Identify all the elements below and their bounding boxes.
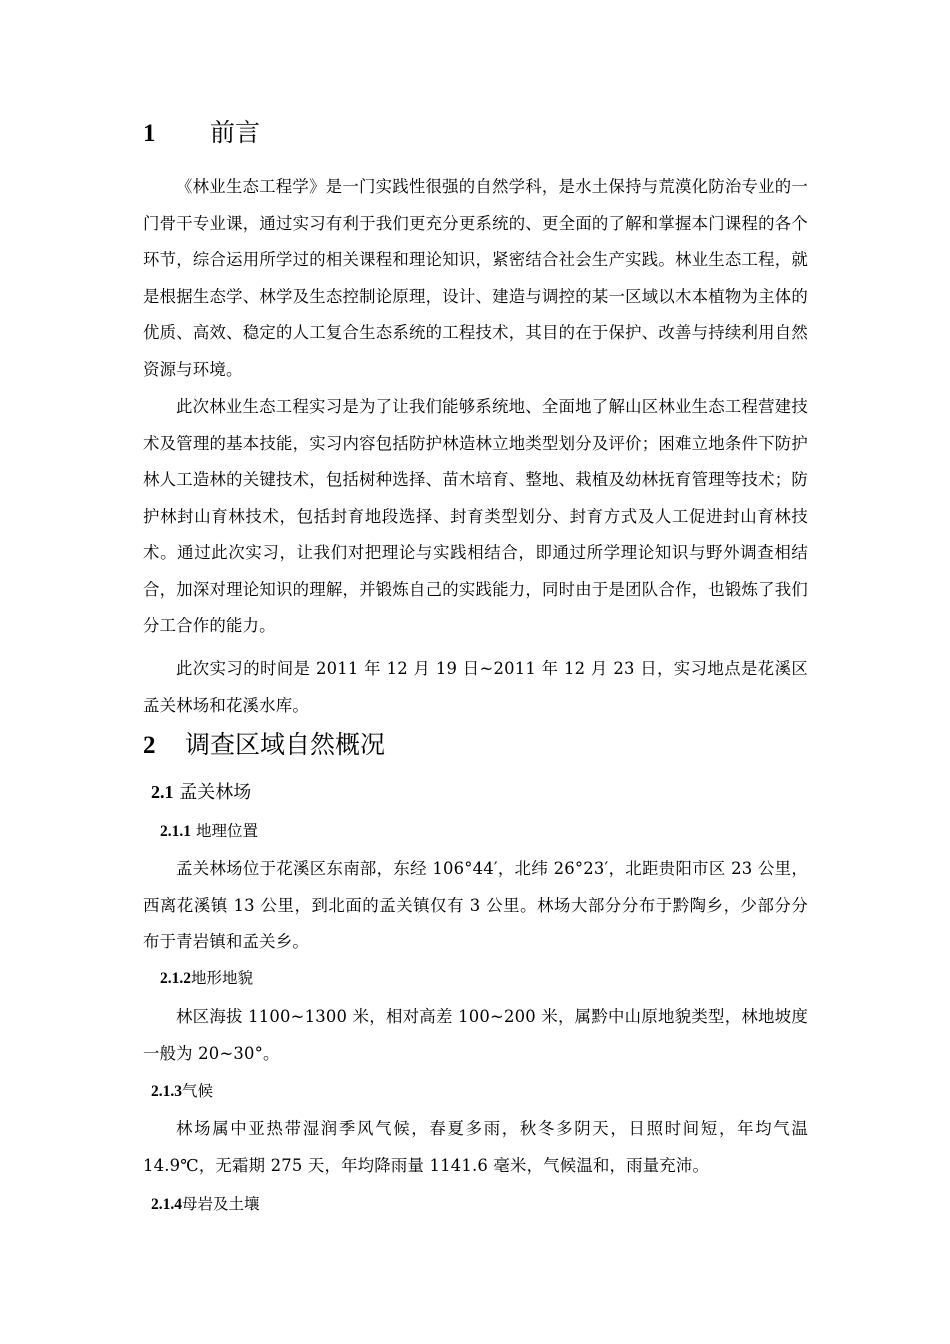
section-2-1-3-title: 气候 [182, 1082, 214, 1100]
section-2-1-1-title: 地理位置 [195, 822, 258, 840]
section-1-number: 1 [143, 120, 156, 147]
geo-paragraph: 孟关林场位于花溪区东南部，东经 106°44′，北纬 26°23′，北距贵阳市区 23 公里，西离花溪镇 13 公里，到北面的孟关镇仅有 3 公里。林场大部分分布于黔陶乡，少部分分布于青岩镇和孟关乡。 [143, 859, 808, 951]
section-2-1-3-number: 2.1.3 [151, 1083, 182, 1100]
section-1-heading [143, 117, 260, 150]
climate-paragraph: 林场属中亚热带湿润季风气候，春夏多雨，秋冬多阴天，日照时间短，年均气温 14.9℃，无霜期 275 天，年均降雨量 1141.6 毫米，气候温和，雨量充沛。 [143, 1119, 808, 1175]
section-2-1-2-title: 地形地貌 [191, 969, 254, 987]
section-1-title: 前言 [210, 118, 261, 147]
section-2-1-1-number: 2.1.1 [160, 823, 191, 840]
section-2-number: 2 [143, 732, 156, 759]
section-2-1-4-title: 母岩及土壤 [182, 1195, 260, 1213]
section-2-1-2-number: 2.1.2 [160, 970, 191, 987]
intro-paragraph-1: 《林业生态工程学》是一门实践性很强的自然学科，是水土保持与荒漠化防治专业的一门骨干专业课，通过实习有利于我们更充分更系统的、更全面的了解和掌握本门课程的各个环节，综合运用所学过的相关课程和理论知识，紧密结合社会生产实践。林业生态工程，就是根据生态学、林学及生态控制论原理，设计、建造与调控的某一区域以木本植物为主体的优质、高效、稳定的人工复合生态系统的工程技术，其目的在于保护、改善与持续利用自然资源与环境。 [143, 177, 808, 379]
section-2-1-heading [151, 780, 251, 805]
intro-paragraph-2: 此次林业生态工程实习是为了让我们能够系统地、全面地了解山区林业生态工程营建技术及管理的基本技能，实习内容包括防护林造林立地类型划分及评价；困难立地条件下防护林人工造林的关键技术，包括树种选择、苗木培育、整地、栽植及幼林抚育管理等技术；防护林封山育林技术，包括封育地段选择、封育类型划分、封育方式及人工促进封山育林技术。通过此次实习，让我们对把理论与实践相结合，即通过所学理论知识与野外调查相结合，加深对理论知识的理解，并锻炼自己的实践能力，同时由于是团队合作，也锻炼了我们分工合作的能力。 [143, 397, 808, 635]
section-2-1-title: 孟关林场 [179, 782, 252, 803]
section-2-heading [143, 729, 385, 762]
section-2-1-4-number: 2.1.4 [151, 1196, 182, 1213]
section-2-title: 调查区域自然概况 [185, 730, 386, 759]
section-2-1-1-heading [160, 820, 258, 843]
terrain-paragraph: 林区海拔 1100~1300 米，相对高差 100~200 米，属黔中山原地貌类型，林地坡度一般为 20~30°。 [143, 1007, 808, 1063]
section-2-1-2-heading [160, 967, 253, 990]
section-2-1-number: 2.1 [151, 782, 174, 802]
section-2-1-3-heading [151, 1080, 213, 1103]
section-2-1-4-heading [151, 1193, 260, 1216]
intro-paragraph-3: 此次实习的时间是 2011 年 12 月 19 日~2011 年 12 月 23 日，实习地点是花溪区孟关林场和花溪水库。 [143, 659, 808, 715]
